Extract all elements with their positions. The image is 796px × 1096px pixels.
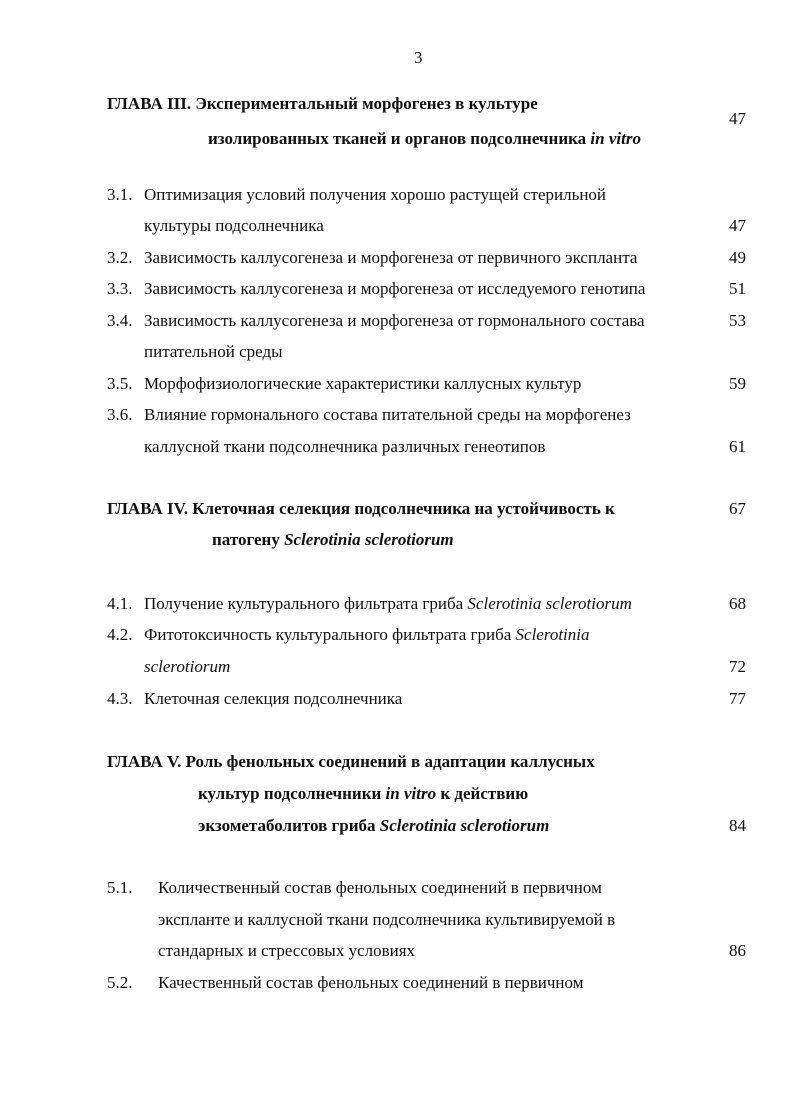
toc-num-5-1: 5.1. <box>107 878 133 897</box>
toc-3-1-line-2: культуры подсолнечника <box>144 216 324 235</box>
toc-4-3-page: 77 <box>729 689 746 708</box>
toc-3-2-page: 49 <box>729 248 746 267</box>
toc-3-1-page: 47 <box>729 216 746 235</box>
toc-4-1-line-1 <box>144 594 632 614</box>
chapter-5-heading-line-2 <box>198 784 528 804</box>
toc-5-1-page: 86 <box>729 941 746 960</box>
chapter-3-page: 47 <box>729 109 746 128</box>
toc-3-4-page: 53 <box>729 311 746 330</box>
toc-3-2-line-1: Зависимость каллусогенеза и морфогенеза от первичного экспланта <box>144 248 638 267</box>
toc-num-3-1: 3.1. <box>107 185 133 204</box>
chapter-5-page: 84 <box>729 816 746 835</box>
toc-4-2-italic: Sclerotinia <box>515 625 590 644</box>
toc-4-2-page: 72 <box>729 657 746 676</box>
toc-3-1-line-1: Оптимизация условий получения хорошо растущей стерильной <box>144 185 607 204</box>
toc-3-3-page: 51 <box>729 279 746 298</box>
chapter-5-title-line-2b: к действию <box>440 784 529 803</box>
toc-3-5-line-1: Морфофизиологические характеристики каллусных культур <box>144 374 582 393</box>
toc-3-6-page: 61 <box>729 437 746 456</box>
chapter-5-title-line-1: Роль фенольных соединений в адаптации каллусных <box>185 752 595 771</box>
chapter-5-title-line-3: экзометаболитов гриба <box>198 816 376 835</box>
toc-3-6-line-2: каллусной ткани подсолнечника различных генеотипов <box>144 437 546 456</box>
toc-num-4-3: 4.3. <box>107 689 133 708</box>
toc-3-5-page: 59 <box>729 374 746 393</box>
chapter-5-prefix: ГЛАВА V. <box>107 752 182 771</box>
toc-4-3-line-1: Клеточная селекция подсолнечника <box>144 689 403 708</box>
toc-num-4-1: 4.1. <box>107 594 133 613</box>
toc-num-3-5: 3.5. <box>107 374 133 393</box>
toc-3-4-line-2: питательной среды <box>144 342 283 361</box>
toc-num-3-3: 3.3. <box>107 279 133 298</box>
chapter-3-heading-line-2 <box>208 129 641 149</box>
toc-5-1-line-1: Количественный состав фенольных соединений в первичном <box>158 878 602 897</box>
toc-num-4-2: 4.2. <box>107 625 133 644</box>
page-number: 3 <box>414 48 423 67</box>
toc-4-2-line-2: sclerotiorum <box>144 657 231 676</box>
chapter-5-heading-line-3 <box>198 816 549 836</box>
toc-num-3-4: 3.4. <box>107 311 133 330</box>
toc-4-1-italic: Sclerotinia sclerotiorum <box>467 594 632 613</box>
chapter-5-title-line-3-italic: Sclerotinia sclerotiorum <box>379 816 550 835</box>
chapter-5-title-line-2-italic: in vitro <box>385 784 437 803</box>
toc-4-1-page: 68 <box>729 594 746 613</box>
toc-4-1-text: Получение культурального фильтрата гриба <box>144 594 464 613</box>
chapter-4-heading-line-2 <box>212 530 454 550</box>
chapter-3-heading-line-1 <box>107 94 538 114</box>
toc-3-4-line-1: Зависимость каллусогенеза и морфогенеза от гормонального состава <box>144 311 645 330</box>
chapter-4-heading-line-1 <box>107 499 615 519</box>
toc-3-3-line-1: Зависимость каллусогенеза и морфогенеза от исследуемого генотипа <box>144 279 646 298</box>
chapter-3-title-line-1: Экспериментальный морфогенез в культуре <box>195 94 538 113</box>
toc-4-2-line-1 <box>144 625 590 645</box>
chapter-3-prefix: ГЛАВА III. <box>107 94 192 113</box>
chapter-4-title-italic: Sclerotinia sclerotiorum <box>284 530 454 549</box>
toc-3-6-line-1: Влияние гормонального состава питательной среды на морфогенез <box>144 405 631 424</box>
toc-num-3-2: 3.2. <box>107 248 133 267</box>
chapter-5-heading-line-1 <box>107 752 595 772</box>
chapter-4-page: 67 <box>729 499 746 518</box>
toc-5-1-line-2: экспланте и каллусной ткани подсолнечника культивируемой в <box>158 910 616 929</box>
chapter-4-title-line-1: Клеточная селекция подсолнечника на устойчивость к <box>192 499 615 518</box>
toc-5-2-line-1: Качественный состав фенольных соединений в первичном <box>158 973 584 992</box>
chapter-3-title-italic: in vitro <box>590 129 641 148</box>
chapter-3-title-line-2: изолированных тканей и органов подсолнечника <box>208 129 587 148</box>
chapter-5-title-line-2a: культур подсолнечники <box>198 784 382 803</box>
chapter-4-title-line-2: патогену <box>212 530 280 549</box>
chapter-4-prefix: ГЛАВА IV. <box>107 499 188 518</box>
toc-num-5-2: 5.2. <box>107 973 133 992</box>
toc-4-2-text: Фитотоксичность культурального фильтрата гриба <box>144 625 512 644</box>
toc-num-3-6: 3.6. <box>107 405 133 424</box>
toc-5-1-line-3: стандарных и стрессовых условиях <box>158 941 416 960</box>
